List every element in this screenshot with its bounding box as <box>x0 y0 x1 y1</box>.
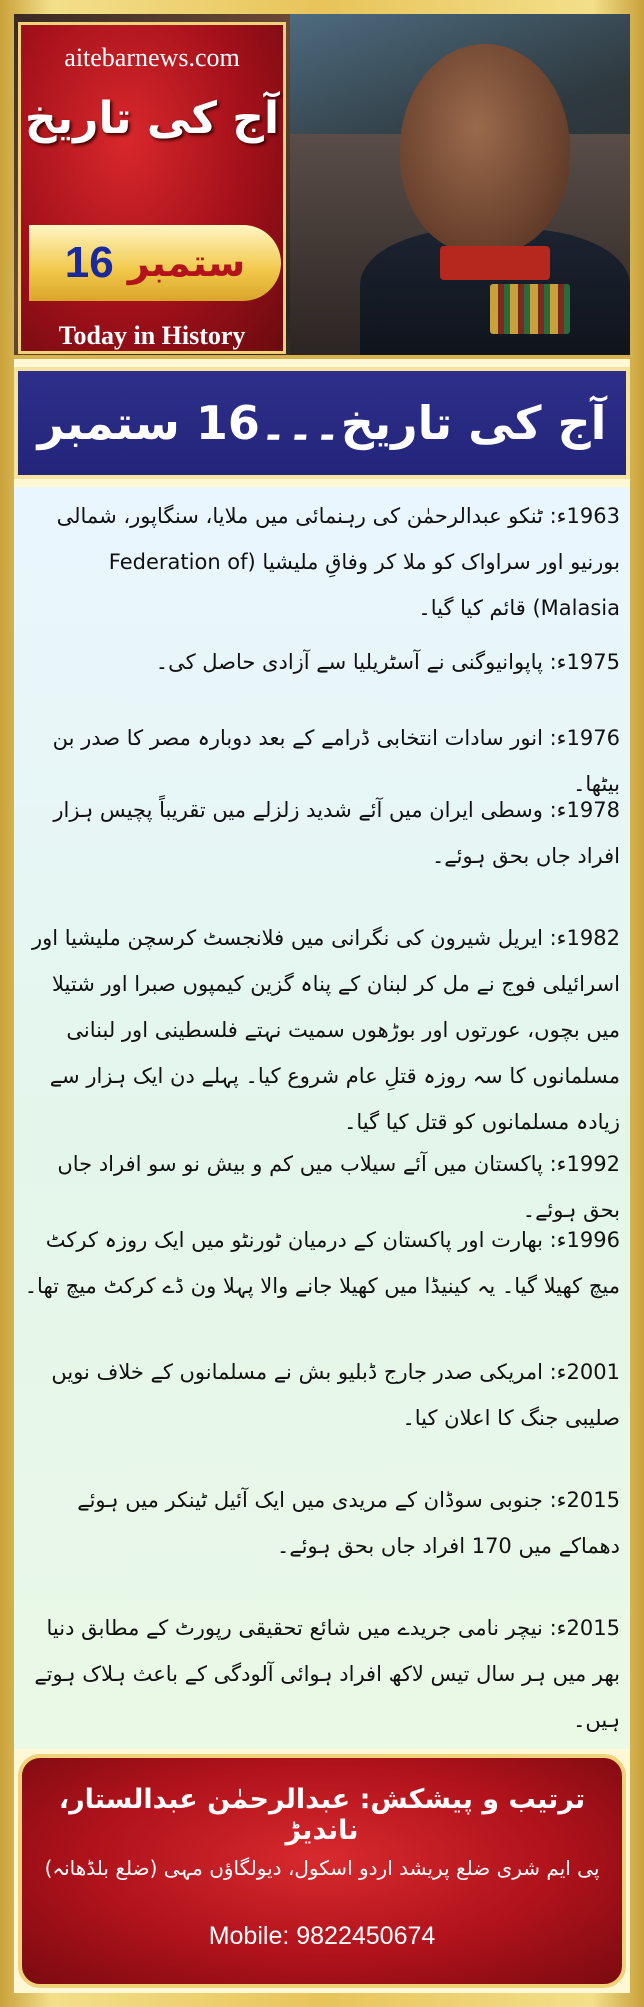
history-entry-1992: 1992ء: پاکستان میں آئے سیلاب میں کم و بیش نو سو افراد جاں بحق ہوئے۔ <box>57 1152 620 1222</box>
history-entry-2001: 2001ء: امریکی صدر جارج ڈبلیو بش نے مسلمانوں کے خلاف نویں صلیبی جنگ کا اعلان کیا۔ <box>51 1360 620 1430</box>
photo-face <box>400 44 570 254</box>
header-english-title: Today in History <box>58 321 246 350</box>
title-bar <box>14 367 630 479</box>
date-badge <box>29 225 281 301</box>
header-urdu-title: آج کی تاریخ <box>24 93 280 144</box>
history-entry-1963: 1963ء: ٹنکو عبدالرحمٰن کی رہنمائی میں ملایا، سنگاپور، شمالی بورنیو اور سراواک کو ملا کر وفاقِ ملیشیا (Federation of Malasia) قائم کیا گیا۔ <box>56 504 620 620</box>
history-entries-panel <box>14 487 630 1749</box>
history-entry-2015-sudan: 2015ء: جنوبی سوڈان کے مریدی میں ایک آئیل ٹینکر میں ہوئے دھماکے میں 170 افراد جاں بحق ہوئے۔ <box>77 1488 620 1558</box>
history-entry-1976: 1976ء: انور سادات انتخابی ڈرامے کے بعد دوبارہ مصر کا صدر بن بیٹھا۔ <box>52 726 620 796</box>
header-photo <box>290 14 630 355</box>
header-banner <box>14 14 630 359</box>
history-entry-1982: 1982ء: ایریل شیرون کی نگرانی میں فلانجسٹ کرسچن ملیشیا اور اسرائیلی فوج نے مل کر لبنان کے پناہ گزین کیمپوں صبرا اور شتیلا میں بچوں، عورتوں اور بوڑھوں سمیت نہتے فلسطینی اور لبنانی مسلمانوں کا سہ روزہ قتلِ عام شروع کیا۔ پہلے دن ایک ہزار سے زیادہ مسلمانوں کو قتل کیا گیا۔ <box>31 926 620 1134</box>
page-content <box>14 14 630 1993</box>
footer-credit: ترتیب و پیشکش: عبدالرحمٰن عبدالستار، ناندیڑ <box>58 1784 586 1846</box>
history-entry-1978: 1978ء: وسطی ایران میں آئے شدید زلزلے میں تقریباً پچیس ہزار افراد جاں بحق ہوئے۔ <box>53 798 620 868</box>
header-red-panel <box>18 22 286 354</box>
history-entry-1996: 1996ء: بھارت اور پاکستان کے درمیان ٹورنٹو میں ایک روزہ کرکٹ میچ کھیلا گیا۔ یہ کینیڈا میں کھیلا جانے والا پہلا ون ڈے کرکٹ میچ تھا۔ <box>24 1228 620 1298</box>
photo-collar <box>440 246 550 280</box>
footer-credits <box>18 1754 626 1988</box>
history-entry-2015-pollution: 2015ء: نیچر نامی جریدے میں شائع تحقیقی رپورٹ کے مطابق دنیا بھر میں ہر سال تیس لاکھ افراد ہوائی آلودگی کے باعث ہلاک ہوتے ہیں۔ <box>34 1616 620 1732</box>
footer-mobile: Mobile: 9822450674 <box>208 1922 436 1950</box>
date-day: 16 <box>64 238 114 287</box>
history-entry-1975: 1975ء: پاپوانیوگنی نے آسٹریلیا سے آزادی حاصل کی۔ <box>155 650 620 674</box>
footer-address: پی ایم شری ضلع پریشد اردو اسکول، دیولگاؤں مہی (ضلع بلڈھانہ) <box>44 1856 600 1880</box>
site-url: aitebarnews.com <box>64 43 240 72</box>
photo-medals <box>490 284 570 334</box>
history-entries-list <box>14 487 630 1749</box>
page-title: آج کی تاریخ۔۔۔16 ستمبر <box>37 396 607 450</box>
date-month: ستمبر <box>127 241 246 285</box>
